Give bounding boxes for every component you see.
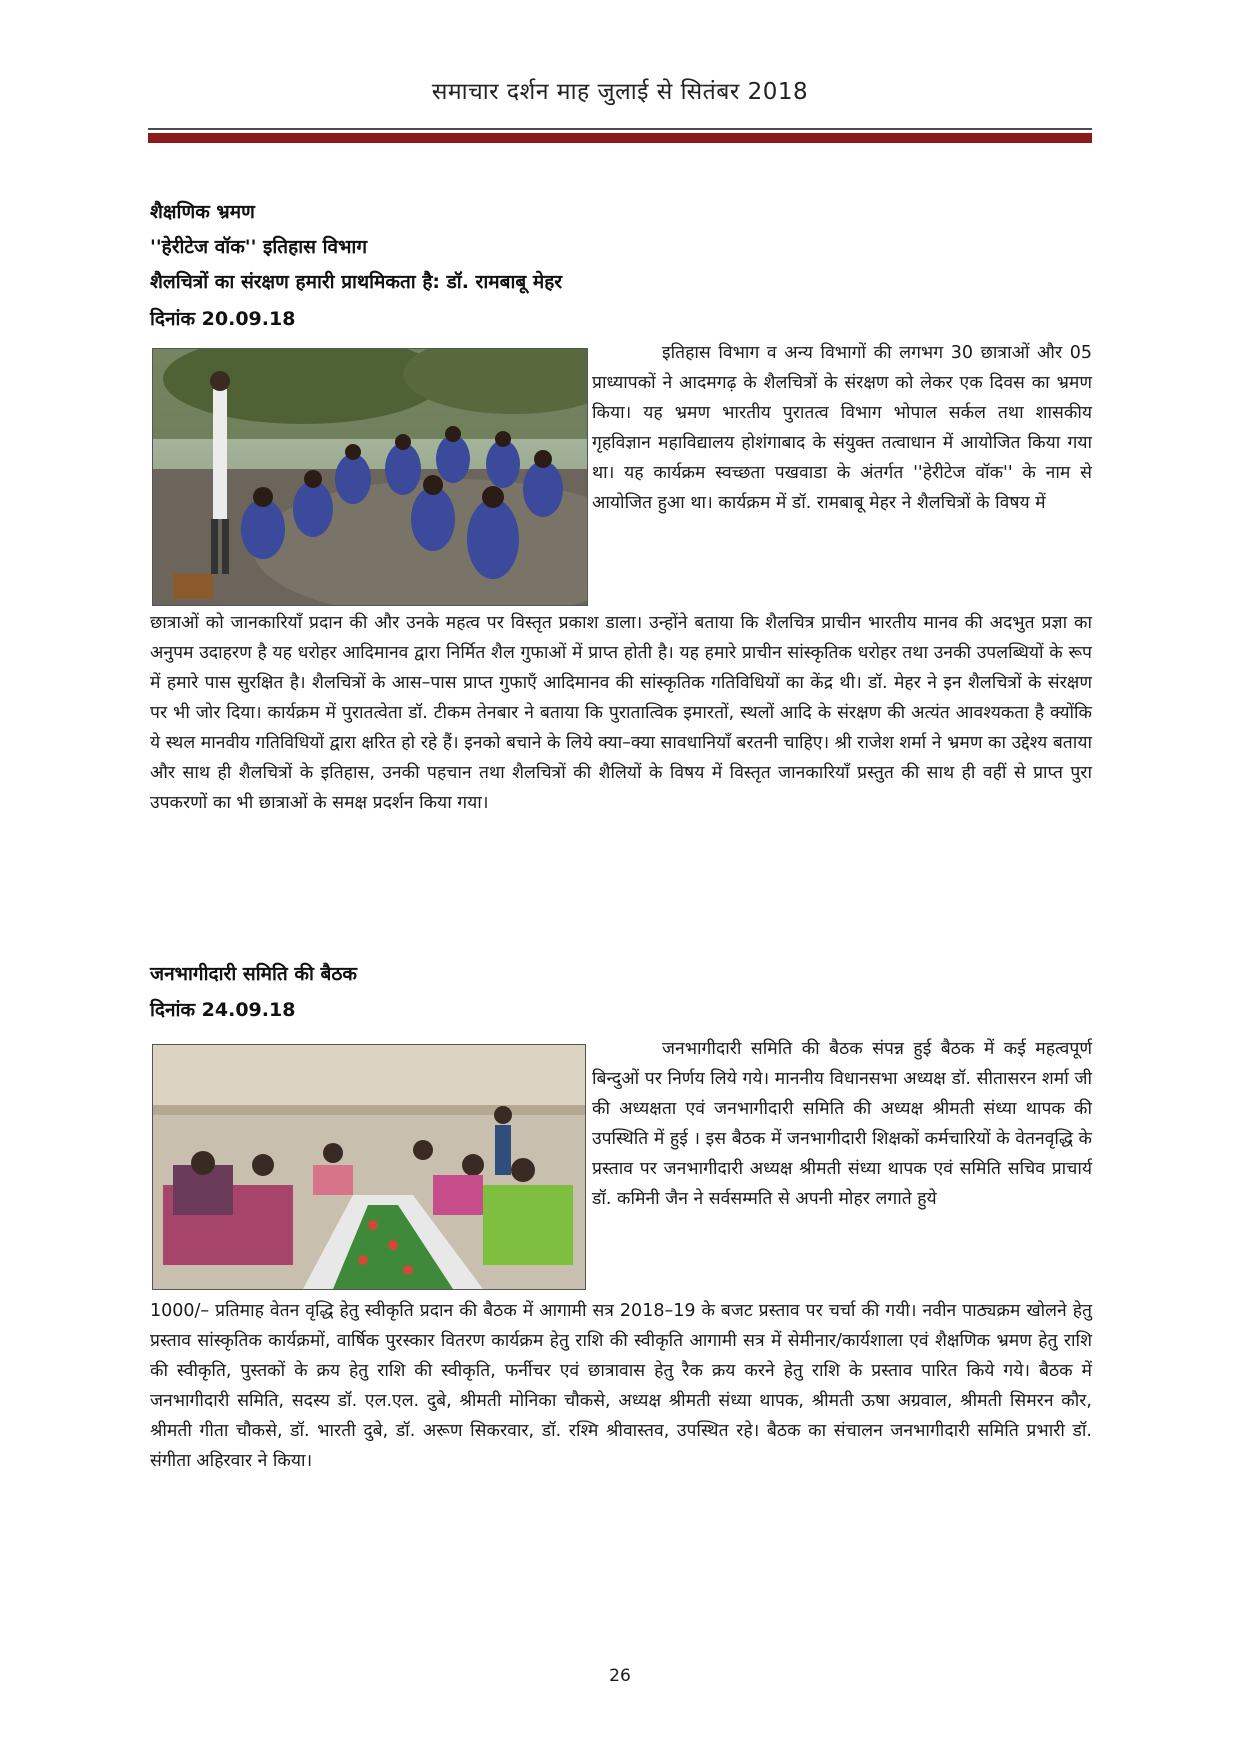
article1-section-title: शैक्षणिक भ्रमण [150, 201, 255, 223]
header-rule-thick [148, 133, 1092, 143]
page-header: समाचार दर्शन माह जुलाई से सितंबर 2018 [431, 79, 809, 105]
article1-body-text: छात्राओं को जानकारियाँ प्रदान की और उनके महत्व पर विस्तृत प्रकाश डाला। उन्होंने बताया कि शैलचित्र प्राचीन भारतीय मानव की अदभुत प्रज्ञा का अनुपम उदाहरण है यह धरोहर आदिमानव द्वारा निर्मित शैल गुफाओं में प्राप्त होती है। यह हमारे प्राचीन सांस्कृतिक धरोहर तथा उनकी उपलब्धियों के रूप में हमारे पास सुरक्षित है। शैलचित्रों के आस–पास प्राप्त गुफाएँ आदिमानव की सांस्कृतिक गतिविधियों का केंद्र थी। डॉ. मेहर ने इन शैलचित्रों के संरक्षण पर भी जोर दिया। कार्यक्रम में पुरातत्वेता डॉ. टीकम तेनबार ने बताया कि पुरातात्विक इमारतों, स्थलों आदि के संरक्षण की अत्यंत आवश्यकता है क्योंकि ये स्थल मानवीय गतिविधियों द्वारा क्षरित हो रहे हैं। इनको बचाने के लिये क्या–क्या सावधानियाँ बरतनी चाहिए। श्री राजेश शर्मा ने भ्रमण का उद्देश्य बताया और साथ ही शैलचित्रों के इतिहास, उनकी पहचान तथा शैलचित्रों की शैलियों के विषय में विस्तृत जानकारियाँ प्रस्तुत की साथ ही वहीं से प्राप्त पुरा उपकरणों का भी छात्राओं के समक्ष प्रदर्शन किया गया। [150, 613, 1092, 813]
article1-event-title: ''हेरीटेज वॉक'' इतिहास विभाग [150, 236, 368, 258]
article1-headline: शैलचित्रों का संरक्षण हमारी प्राथमिकता है: डॉ. रामबाबू मेहर [150, 271, 563, 293]
committee-meeting-photo [152, 1044, 586, 1290]
article2-side-text: जनभागीदारी समिति की बैठक संपन्न हुई बैठक में कई महत्वपूर्ण बिन्दुओं पर निर्णय लिये गये। माननीय विधानसभा अध्यक्ष डॉ. सीतासरन शर्मा जी की अध्यक्षता एवं जनभागीदारी समिति की अध्यक्ष श्रीमती संध्या थापक की उपस्थिति में हुई । इस बैठक में जनभागीदारी शिक्षकों कर्मचारियों के वेतनवृद्धि के प्रस्ताव पर जनभागीदारी अध्यक्ष श्रीमती संध्या थापक एवं समिति सचिव प्राचार्य डॉ. कमिनी जैन ने सर्वसम्मति से अपनी मोहर लगाते हुये [592, 1039, 1092, 1209]
heritage-walk-photo [152, 348, 588, 606]
article1-side-text: इतिहास विभाग व अन्य विभागों की लगभग 30 छात्राओं और 05 प्राध्यापकों ने आदमगढ़ के शैलचित्रों के संरक्षण को लेकर एक दिवस का भ्रमण किया। यह भ्रमण भारतीय पुरातत्व विभाग भोपाल सर्कल तथा शासकीय गृहविज्ञान महाविद्यालय होशंगाबाद के संयुक्त तत्वाधान में आयोजित किया गया था। यह कार्यक्रम स्वच्छता पखवाडा के अंतर्गत ''हेरीटेज वॉक'' के नाम से आयोजित हुआ था। कार्यक्रम में डॉ. रामबाबू मेहर ने शैलचित्रों के विषय में [592, 343, 1092, 513]
page-number: 26 [609, 1666, 631, 1686]
article2-headline: जनभागीदारी समिति की बैठक [150, 963, 357, 985]
article2-body-text: 1000/– प्रतिमाह वेतन वृद्धि हेतु स्वीकृति प्रदान की बैठक में आगामी सत्र 2018–19 के बजट प्रस्ताव पर चर्चा की गयी। नवीन पाठ्यक्रम खोलने हेतु प्रस्ताव सांस्कृतिक कार्यक्रमों, वार्षिक पुरस्कार वितरण कार्यक्रम हेतु राशि की स्वीकृति आगामी सत्र में सेमीनार/कार्यशाला एवं शैक्षणिक भ्रमण हेतु राशि की स्वीकृति, पुस्तकों के क्रय हेतु राशि की स्वीकृति, फर्नीचर एवं छात्रावास हेतु रैक क्रय करने हेतु राशि के प्रस्ताव पारित किये गये। बैठक में जनभागीदारी समिति, सदस्य डॉ. एल.एल. दुबे, श्रीमती मोनिका चौकसे, अध्यक्ष श्रीमती संध्या थापक, श्रीमती ऊषा अग्रवाल, श्रीमती सिमरन कौर, श्रीमती गीता चौकसे, डॉ. भारती दुबे, डॉ. अरूण सिकरवार, डॉ. रश्मि श्रीवास्तव, उपस्थित रहे। बैठक का संचालन जनभागीदारी समिति प्रभारी डॉ. संगीता अहिरवार ने किया। [150, 1301, 1092, 1471]
article1-date: दिनांक 20.09.18 [150, 308, 296, 330]
article2-date: दिनांक 24.09.18 [150, 999, 296, 1021]
header-rule-thin [148, 128, 1092, 130]
